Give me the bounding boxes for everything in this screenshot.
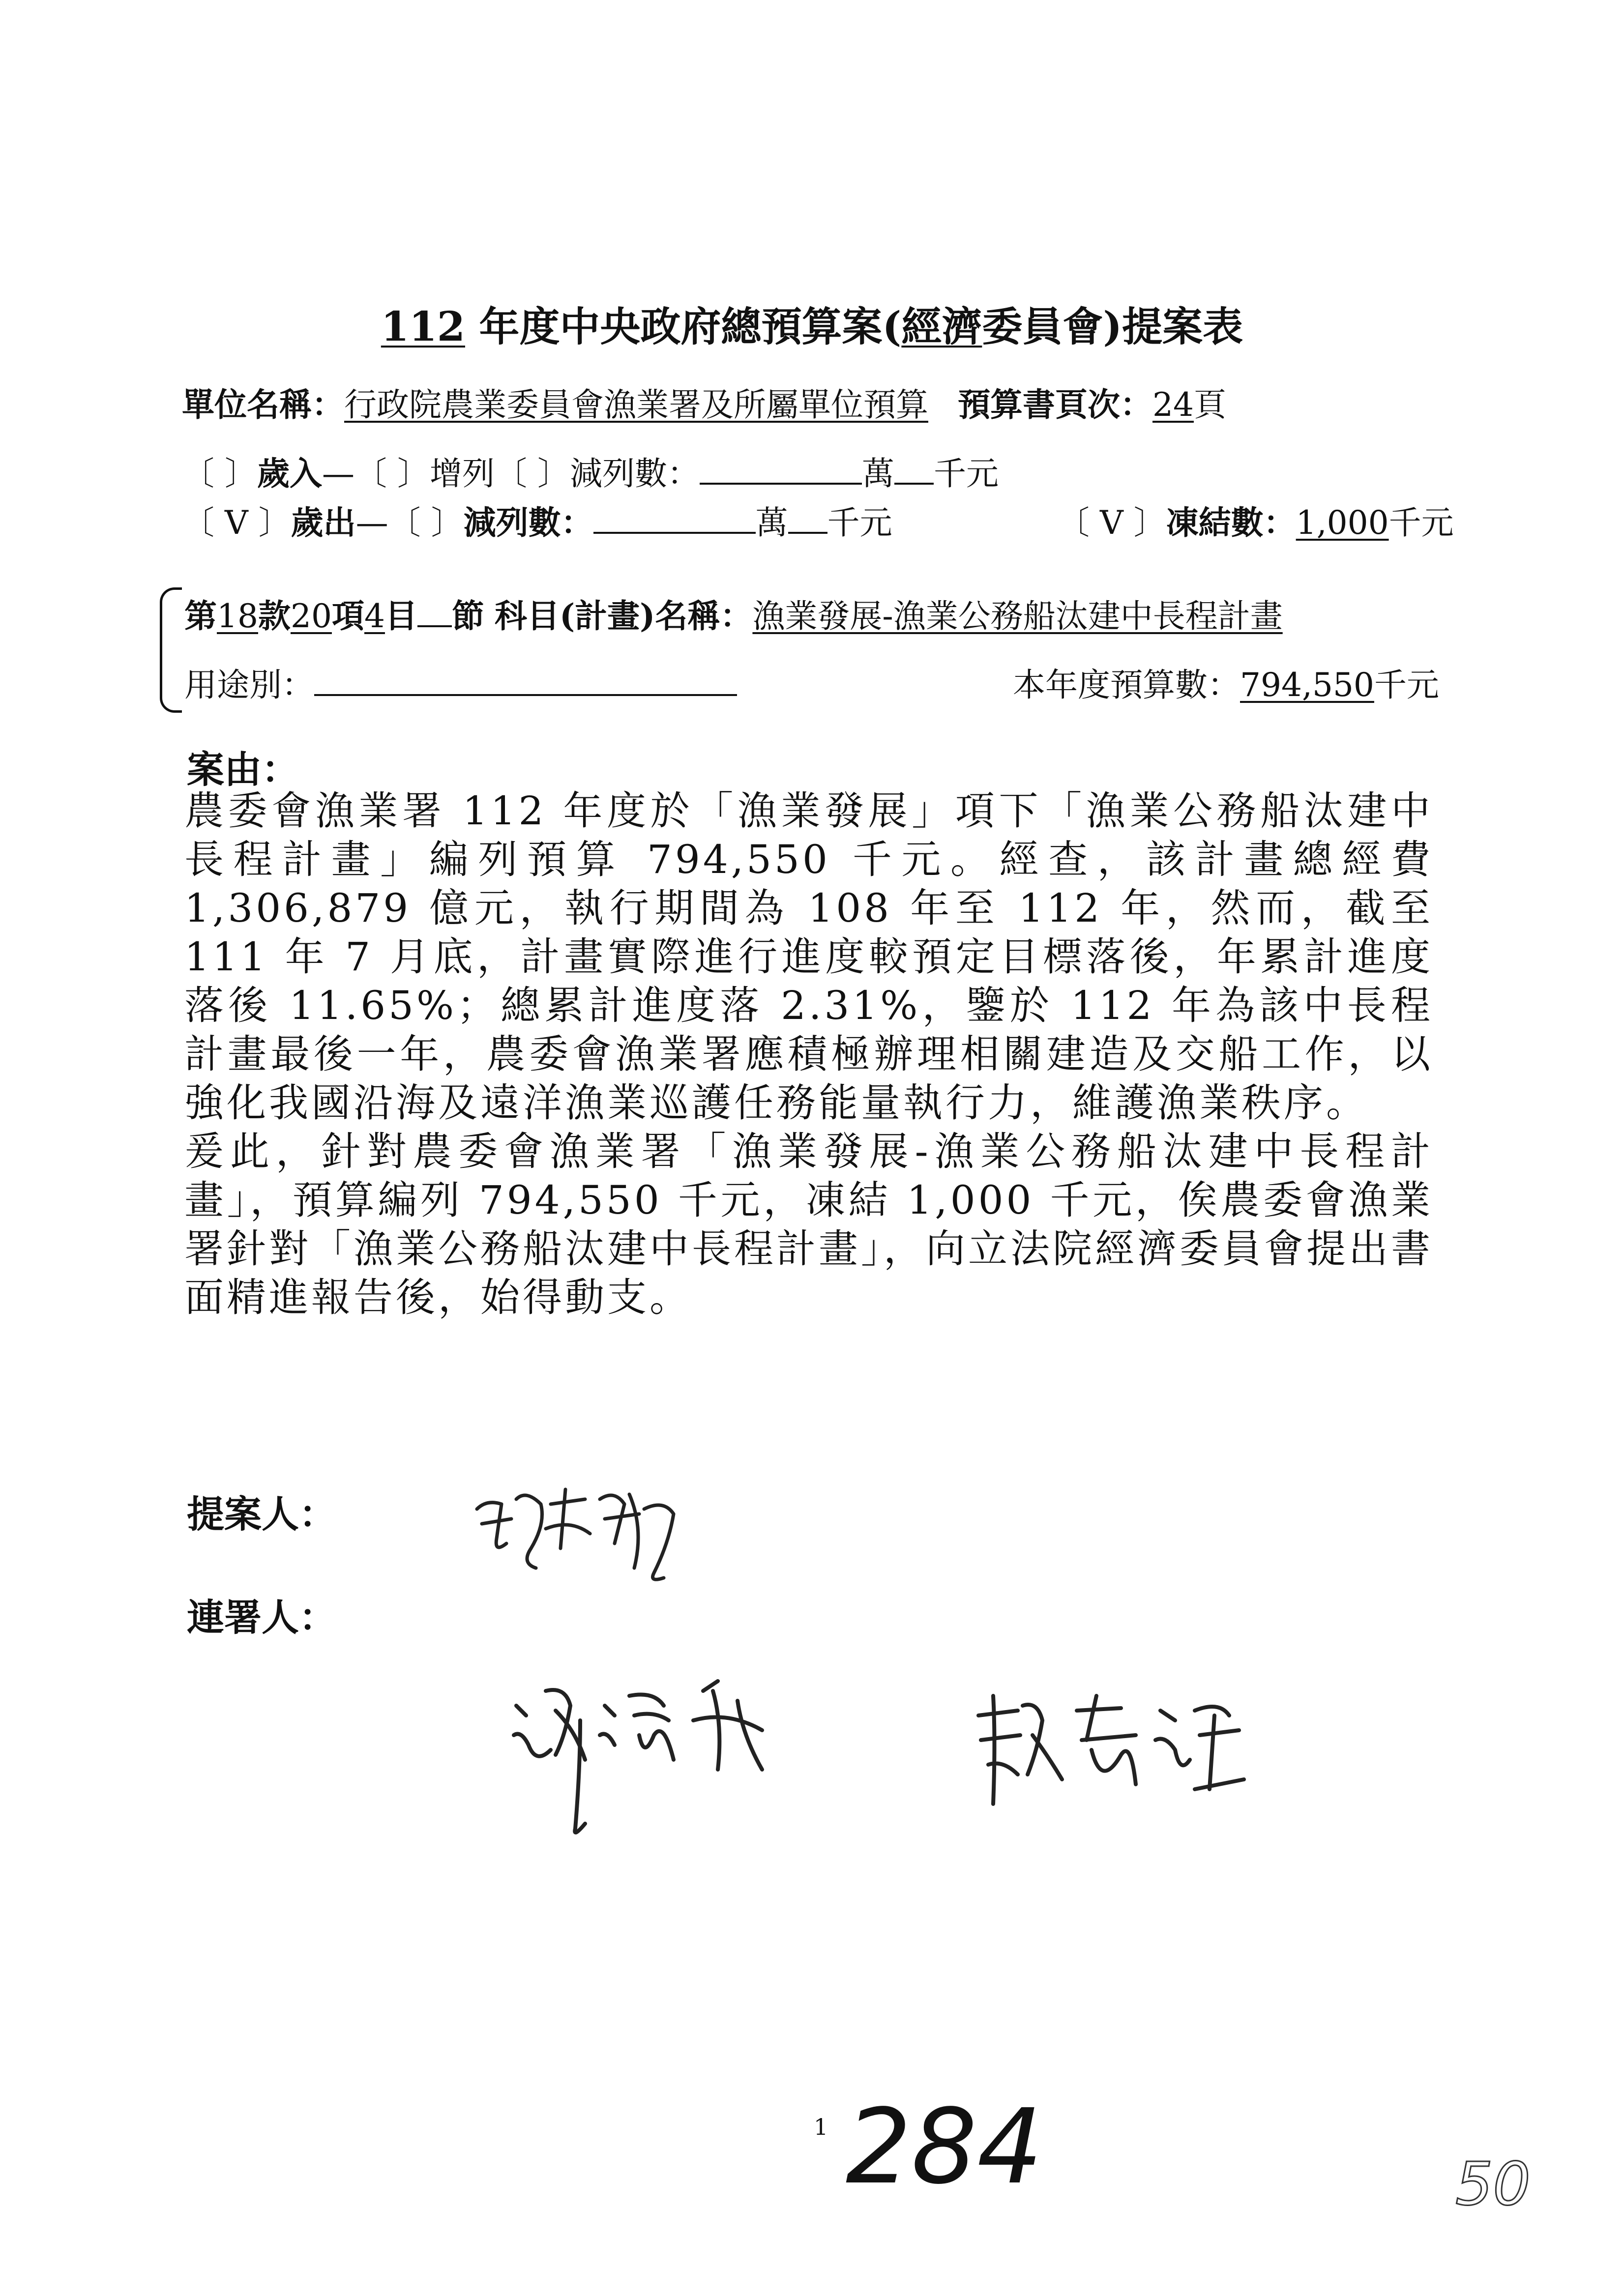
reason-paragraph-1: 農委會漁業署 112 年度於「漁業發展」項下「漁業公務船汰建中長程計畫」編列預算 794,550 千元。經查，該計畫總經費 1,306,879 億元，執行期間為 108 年至 112 年，然而，截至 111 年 7 月底，計畫實際進行進度較預定目標落後，年累計進度落後 11.65%；總累計進度落 2.31%，鑒於 112 年為該中長程計畫最後一年，農委會漁業署應積極辦理相關建造及交船工作，以強化我國沿海及遠洋漁業巡護任務能量執行力，維護漁業秩序。 — [184, 788, 1433, 1126]
exp-qian-blank — [788, 499, 827, 534]
handwritten-corner-number — [1450, 2153, 1559, 2217]
reason-body — [184, 786, 1433, 1322]
budget-book-page-label: 預算書頁次： — [958, 385, 1152, 424]
exp-wan-blank — [593, 499, 756, 534]
increase-label: 增列 — [429, 455, 495, 493]
reason-paragraph-2: 爰此，針對農委會漁業署「漁業發展-漁業公務船汰建中長程計畫」，預算編列 794,550 千元，凍結 1,000 千元，俟農委會漁業署針對「漁業公務船汰建中長程計畫」，向立法院經濟委員會提出書面精進報告後，始得動支。 — [184, 1129, 1433, 1320]
budget-value: 794,550 — [1240, 666, 1374, 704]
use-blank — [314, 662, 737, 696]
subject-label: 科目(計畫)名稱： — [494, 597, 753, 635]
budget-book-page-unit: 頁 — [1193, 386, 1226, 424]
freeze-amount — [1057, 496, 1454, 543]
increase-checkbox: 〔 〕 — [354, 455, 430, 493]
use-row — [184, 659, 737, 705]
revenue-wan: 萬 — [861, 455, 894, 493]
item-bracket — [160, 587, 182, 713]
budget-label: 本年度預算數： — [1013, 666, 1240, 704]
cosigner-signature-2 — [974, 1681, 1249, 1814]
revenue-qian-blank — [894, 450, 934, 485]
subject-name: 漁業發展-漁業公務船汰建中長程計畫 — [752, 597, 1283, 635]
freeze-checkbox: 〔 V 〕 — [1057, 504, 1166, 542]
item-mu-value: 4 — [364, 597, 385, 635]
reason-label: 案由： — [187, 748, 299, 791]
item-jie-label: 節 — [451, 597, 484, 635]
exp-decrease-label: 減列數： — [463, 503, 593, 542]
item-kuan-label: 款 — [258, 597, 291, 635]
unit-name: 行政院農業委員會漁業署及所屬單位預算 — [344, 386, 928, 424]
cosigner-signature-1 — [506, 1661, 782, 1838]
decrease-label: 減列數： — [569, 455, 700, 493]
page-number: 1 — [814, 2114, 828, 2140]
exp-qianyuan: 千元 — [827, 504, 892, 542]
item-row — [184, 590, 1283, 637]
form-title — [0, 295, 1624, 352]
title-end: 委員會)提案表 — [982, 303, 1243, 350]
exp-wan: 萬 — [755, 504, 788, 542]
revenue-dash: — — [322, 455, 354, 493]
handwritten-corner-number-text: 50 — [1455, 2153, 1531, 2217]
title-committee: 經濟 — [901, 303, 982, 350]
item-xiang-value: 20 — [290, 597, 332, 635]
revenue-row — [182, 447, 999, 494]
expenditure-row — [182, 496, 892, 543]
exp-decrease-checkbox: 〔 〕 — [388, 504, 464, 542]
expenditure-checkbox: 〔 V 〕 — [182, 504, 291, 542]
title-middle: 年度中央政府總預算案( — [479, 303, 902, 350]
revenue-wan-blank — [700, 450, 862, 485]
handwritten-page-number-text: 284 — [846, 2089, 1043, 2202]
freeze-unit: 千元 — [1388, 504, 1454, 542]
proposer-signature — [467, 1470, 693, 1588]
proposer-label: 提案人： — [187, 1492, 336, 1536]
freeze-label: 凍結數： — [1166, 503, 1296, 542]
budget-unit: 千元 — [1374, 666, 1439, 704]
use-label: 用途別： — [184, 666, 314, 704]
annual-budget — [1013, 659, 1439, 705]
decrease-checkbox: 〔 〕 — [494, 455, 570, 493]
expenditure-dash: — — [355, 504, 388, 542]
revenue-qianyuan: 千元 — [933, 455, 999, 493]
item-mu-label: 目 — [384, 597, 417, 635]
handwritten-page-number — [836, 2089, 1082, 2202]
title-year: 112 — [381, 303, 465, 350]
cosigner-label: 連署人： — [187, 1596, 336, 1639]
unit-label: 單位名稱： — [182, 385, 344, 424]
revenue-label: 歲入 — [257, 454, 322, 493]
item-kuan-value: 18 — [217, 597, 258, 635]
item-jie-blank — [417, 593, 452, 627]
expenditure-label: 歲出 — [291, 503, 356, 542]
item-di: 第 — [184, 597, 217, 635]
budget-book-page-value: 24 — [1152, 386, 1194, 424]
item-xiang-label: 項 — [331, 597, 364, 635]
freeze-value: 1,000 — [1296, 504, 1389, 542]
revenue-checkbox: 〔 〕 — [182, 455, 257, 493]
unit-row — [182, 378, 1226, 425]
